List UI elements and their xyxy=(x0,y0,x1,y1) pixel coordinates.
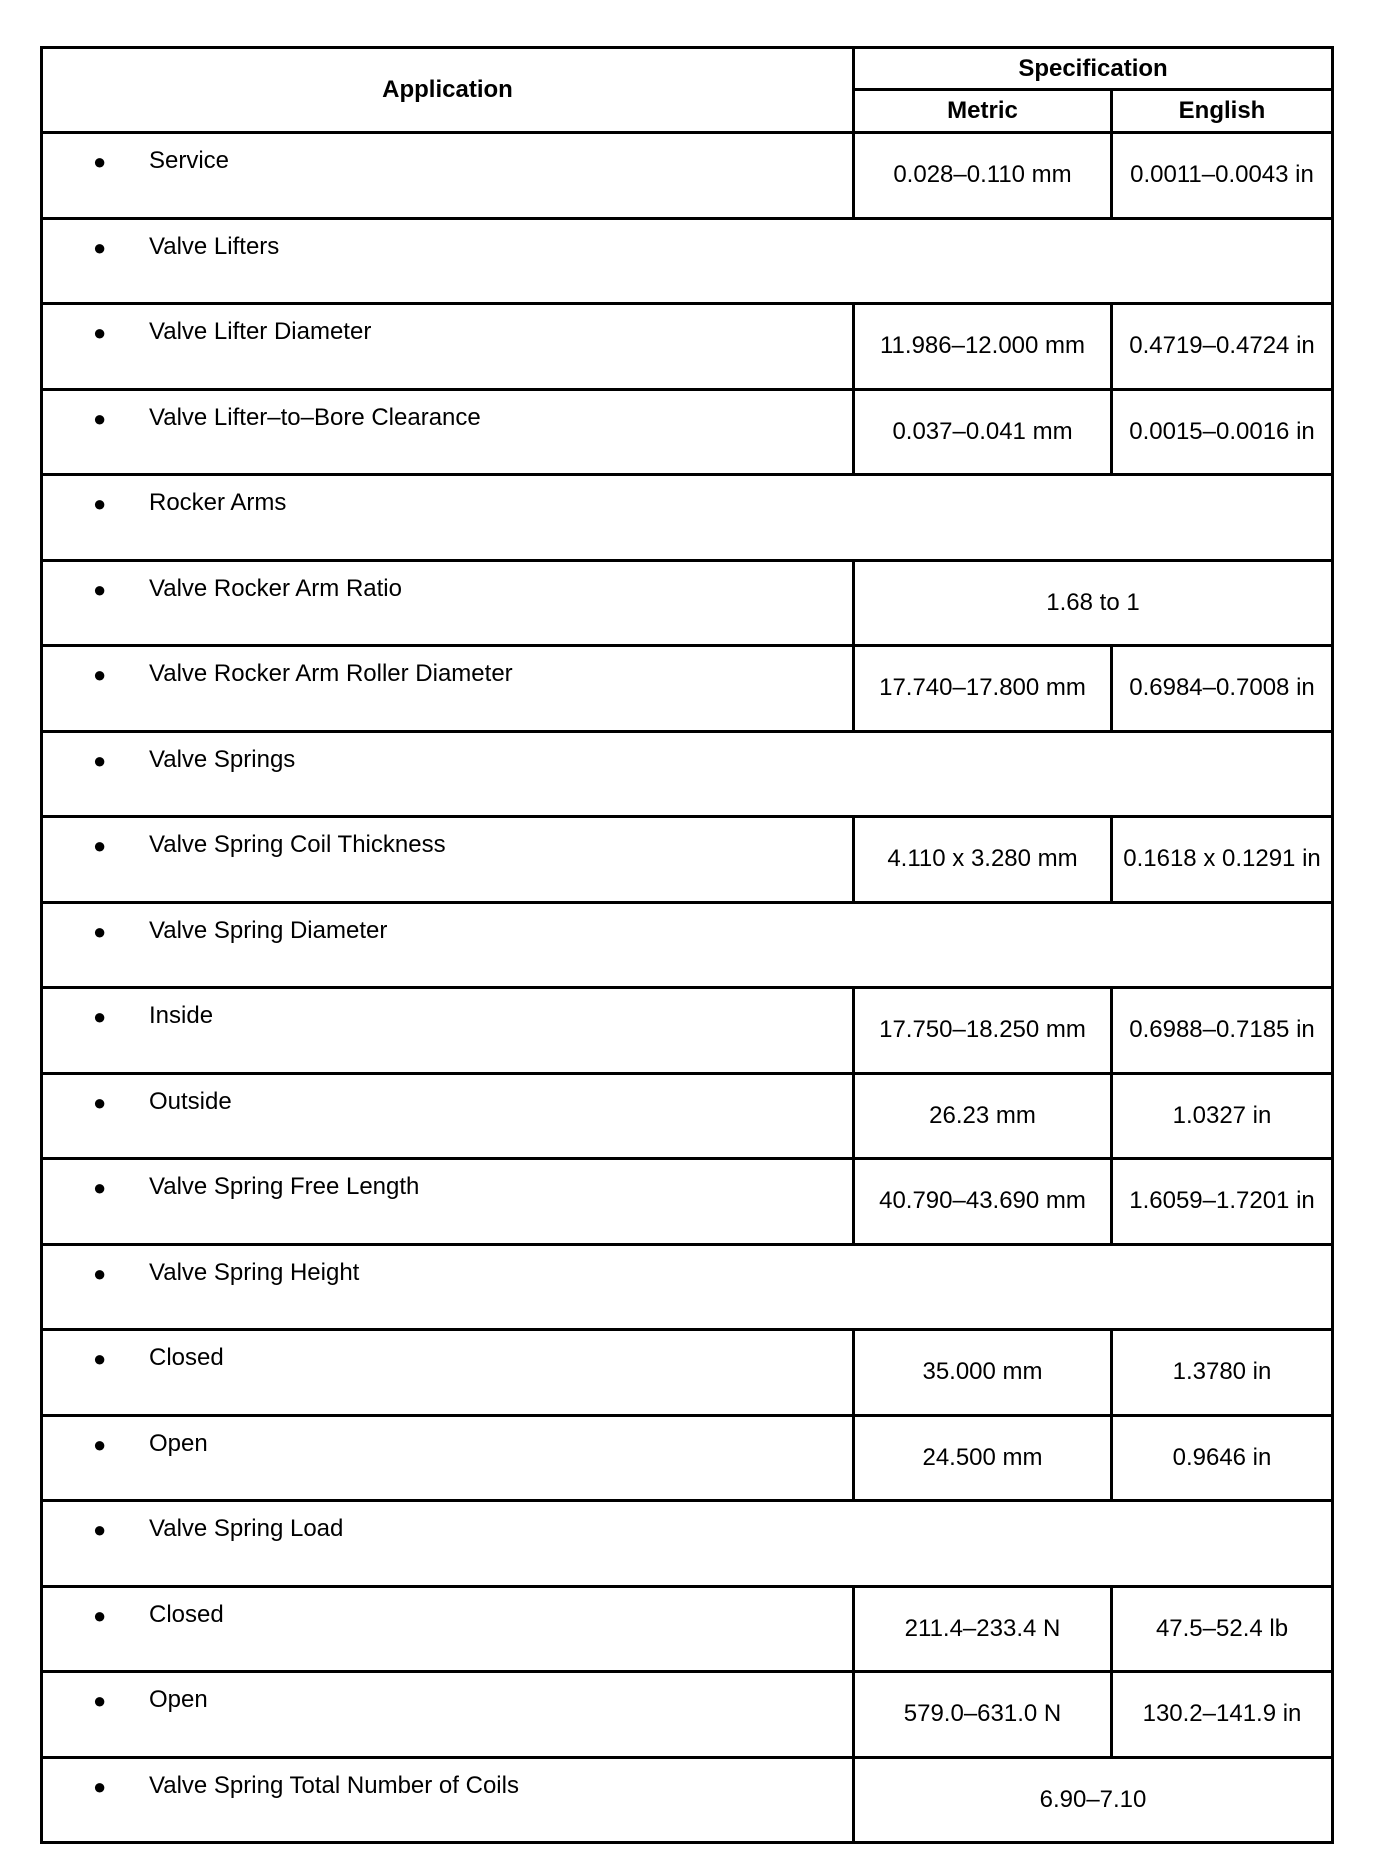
table-row xyxy=(42,389,1333,475)
application-cell xyxy=(42,988,854,1074)
application-label: Rocker Arms xyxy=(149,489,287,516)
application-label: Outside xyxy=(149,1087,232,1115)
table-row xyxy=(42,218,1333,304)
table-row xyxy=(42,1415,1333,1501)
english-value: 0.0015–0.0016 in xyxy=(1112,389,1333,475)
table-row xyxy=(42,1501,1333,1587)
application-label: Valve Spring Coil Thickness xyxy=(149,831,446,858)
bullet-icon: ● xyxy=(93,747,107,773)
application-label: Closed xyxy=(149,1344,224,1371)
application-cell xyxy=(42,1073,854,1159)
english-value: 47.5–52.4 lb xyxy=(1112,1586,1333,1672)
table-row xyxy=(42,988,1333,1074)
metric-value: 17.740–17.800 mm xyxy=(854,646,1112,732)
english-value: 130.2–141.9 in xyxy=(1112,1672,1333,1758)
bullet-icon: ● xyxy=(93,149,107,174)
table-row xyxy=(42,1586,1333,1672)
application-label: Open xyxy=(149,1686,208,1713)
english-value: 0.0011–0.0043 in xyxy=(1112,133,1333,219)
english-value: 1.3780 in xyxy=(1112,1330,1333,1416)
metric-value: 35.000 mm xyxy=(854,1330,1112,1416)
bullet-icon: ● xyxy=(93,1431,107,1457)
table-row xyxy=(42,475,1333,561)
application-cell xyxy=(42,1757,854,1843)
english-value: 0.6984–0.7008 in xyxy=(1112,646,1333,732)
table-row xyxy=(42,1330,1333,1416)
metric-value: 579.0–631.0 N xyxy=(854,1672,1112,1758)
application-cell xyxy=(42,133,854,219)
english-value: 0.6988–0.7185 in xyxy=(1112,988,1333,1074)
table-row xyxy=(42,304,1333,390)
table-row xyxy=(42,1672,1333,1758)
metric-value: 0.037–0.041 mm xyxy=(854,389,1112,475)
table-row xyxy=(42,1757,1333,1843)
application-label: Valve Lifter–to–Bore Clearance xyxy=(149,403,481,431)
bullet-icon: ● xyxy=(93,320,107,345)
table-row xyxy=(42,560,1333,646)
bullet-icon: ● xyxy=(93,405,107,431)
english-value: 0.4719–0.4724 in xyxy=(1112,304,1333,390)
bullet-icon: ● xyxy=(93,1260,107,1286)
application-label: Open xyxy=(149,1429,208,1457)
metric-header: Metric xyxy=(854,90,1112,133)
application-cell xyxy=(42,1415,854,1501)
bullet-icon: ● xyxy=(93,576,107,602)
metric-value: 211.4–233.4 N xyxy=(854,1586,1112,1672)
english-value: 0.1618 x 0.1291 in xyxy=(1112,817,1333,903)
application-cell xyxy=(42,646,854,732)
table-row xyxy=(42,1073,1333,1159)
application-label: Valve Spring Total Number of Coils xyxy=(149,1771,519,1799)
bullet-icon: ● xyxy=(93,1688,107,1713)
table-body xyxy=(42,133,1333,1843)
application-cell xyxy=(42,902,1333,988)
application-label: Valve Spring Diameter xyxy=(149,916,388,944)
metric-value: 0.028–0.110 mm xyxy=(854,133,1112,219)
specification-header: Specification xyxy=(854,48,1333,90)
application-cell xyxy=(42,1672,854,1758)
application-cell xyxy=(42,1501,1333,1587)
application-label: Valve Rocker Arm Roller Diameter xyxy=(149,660,513,687)
application-label: Service xyxy=(149,147,230,174)
english-header: English xyxy=(1112,90,1333,133)
application-cell xyxy=(42,1330,854,1416)
application-label: Valve Lifters xyxy=(149,232,280,260)
bullet-icon: ● xyxy=(93,491,107,516)
application-label: Closed xyxy=(149,1600,224,1628)
bullet-icon: ● xyxy=(93,1773,107,1799)
application-label: Valve Springs xyxy=(149,745,296,773)
specification-table xyxy=(40,46,1334,1844)
application-cell xyxy=(42,1244,1333,1330)
application-label: Valve Spring Load xyxy=(149,1515,344,1542)
bullet-icon: ● xyxy=(93,1004,107,1029)
application-cell xyxy=(42,218,1333,304)
metric-value: 40.790–43.690 mm xyxy=(854,1159,1112,1245)
combined-value: 6.90–7.10 xyxy=(854,1757,1333,1843)
bullet-icon: ● xyxy=(93,662,107,687)
table-row xyxy=(42,902,1333,988)
table-row xyxy=(42,1159,1333,1245)
bullet-icon: ● xyxy=(93,918,107,944)
bullet-icon: ● xyxy=(93,1602,107,1628)
bullet-icon: ● xyxy=(93,833,107,858)
application-cell xyxy=(42,304,854,390)
table-row xyxy=(42,1244,1333,1330)
bullet-icon: ● xyxy=(93,1346,107,1371)
application-cell xyxy=(42,389,854,475)
table-row xyxy=(42,731,1333,817)
metric-value: 26.23 mm xyxy=(854,1073,1112,1159)
application-cell xyxy=(42,1586,854,1672)
application-label: Valve Lifter Diameter xyxy=(149,318,372,345)
bullet-icon: ● xyxy=(93,1517,107,1542)
metric-value: 4.110 x 3.280 mm xyxy=(854,817,1112,903)
table-row xyxy=(42,133,1333,219)
combined-value: 1.68 to 1 xyxy=(854,560,1333,646)
application-cell xyxy=(42,1159,854,1245)
application-label: Valve Spring Free Length xyxy=(149,1173,420,1200)
english-value: 1.0327 in xyxy=(1112,1073,1333,1159)
application-cell xyxy=(42,817,854,903)
table-row xyxy=(42,646,1333,732)
bullet-icon: ● xyxy=(93,234,107,260)
metric-value: 24.500 mm xyxy=(854,1415,1112,1501)
application-label: Valve Spring Height xyxy=(149,1258,360,1286)
table-row xyxy=(42,817,1333,903)
english-value: 1.6059–1.7201 in xyxy=(1112,1159,1333,1245)
english-value: 0.9646 in xyxy=(1112,1415,1333,1501)
application-cell xyxy=(42,560,854,646)
metric-value: 17.750–18.250 mm xyxy=(854,988,1112,1074)
application-cell xyxy=(42,731,1333,817)
application-header: Application xyxy=(42,48,854,133)
application-label: Inside xyxy=(149,1002,214,1029)
metric-value: 11.986–12.000 mm xyxy=(854,304,1112,390)
application-label: Valve Rocker Arm Ratio xyxy=(149,574,402,602)
bullet-icon: ● xyxy=(93,1175,107,1200)
application-cell xyxy=(42,475,1333,561)
bullet-icon: ● xyxy=(93,1089,107,1115)
